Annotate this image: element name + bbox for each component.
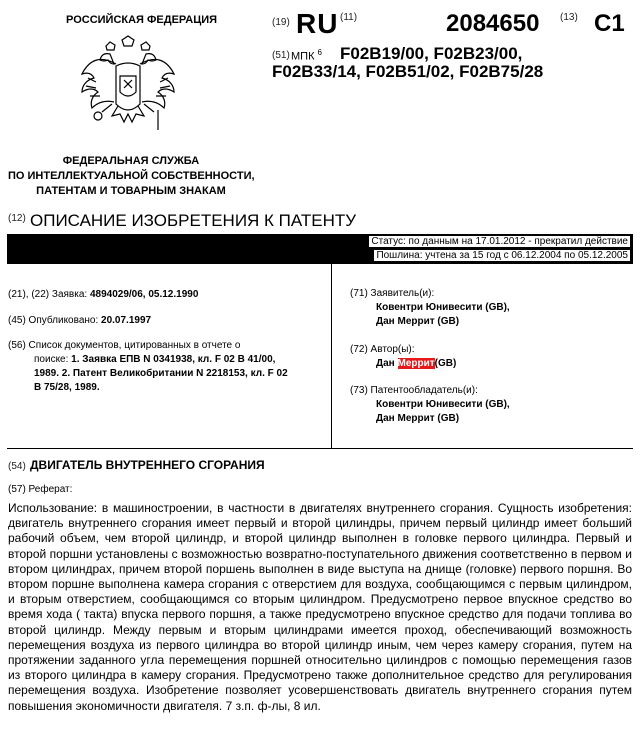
author-first-name: Дан	[376, 358, 395, 369]
inid-code-13: (13)	[560, 12, 578, 23]
agency-line-3: ПАТЕНТАМ И ТОВАРНЫМ ЗНАКАМ	[36, 185, 226, 197]
authors-label: (72) Автор(ы):	[350, 344, 415, 355]
ipc-line-2: F02B33/14, F02B51/02, F02B75/28	[272, 62, 544, 81]
applicants-label: (71) Заявитель(и):	[350, 288, 435, 299]
mpk-label	[291, 48, 322, 63]
country-name: РОССИЙСКАЯ ФЕДЕРАЦИЯ	[66, 14, 218, 26]
mpk-edition: 6	[317, 48, 322, 57]
column-divider	[331, 264, 332, 448]
patent-number: 2084650	[446, 10, 540, 37]
russian-eagle-emblem-icon	[72, 34, 184, 146]
author-1	[350, 357, 456, 371]
patent-holder-2: Дан Меррит (GB)	[376, 413, 460, 424]
abstract-label: (57) Реферат:	[8, 484, 73, 495]
cited-doc-2-cont: B 75/28, 1989.	[34, 382, 100, 393]
cited-line-2	[8, 353, 326, 367]
mpk-text: МПК	[291, 50, 315, 63]
agency-line-2: ПО ИНТЕЛЛЕКТУАЛЬНОЙ СОБСТВЕННОСТИ,	[8, 170, 255, 182]
ipc-line-1: F02B19/00, F02B23/00,	[340, 44, 523, 63]
cited-doc-1: 1. Заявка ЕПВ N 0341938, кл. F 02 B 41/00,	[71, 354, 276, 365]
applicant-1: Ковентри Юнивесити (GB),	[376, 302, 510, 313]
invention-title: ДВИГАТЕЛЬ ВНУТРЕННЕГО СГОРАНИЯ	[30, 458, 265, 472]
agency-name	[8, 154, 254, 199]
applicant-2: Дан Меррит (GB)	[376, 316, 460, 327]
applicants-field	[350, 287, 510, 329]
inid-code-12: (12)	[8, 213, 26, 224]
cited-prefix: поиске:	[34, 354, 69, 365]
cited-line-4	[8, 381, 326, 395]
section-divider	[7, 448, 633, 449]
document-title: ОПИСАНИЕ ИЗОБРЕТЕНИЯ К ПАТЕНТУ	[30, 211, 357, 230]
published-label: (45) Опубликовано:	[8, 315, 99, 326]
cited-label: (56) Список документов, цитированных в отчете о	[8, 340, 241, 351]
fee-text: Пошлина: учтена за 15 год с 06.12.2004 по 05.12.2005	[376, 250, 628, 261]
cited-line-3	[8, 367, 326, 381]
cited-doc-2: 1989. 2. Патент Великобритании N 2218153, кл. F 02	[34, 368, 288, 379]
patent-holders-label: (73) Патентообладатель(и):	[350, 385, 478, 396]
application-value: 4894029/06, 05.12.1990	[89, 289, 199, 300]
status-text: Статус: по данным на 17.01.2012 - прекратил действие	[371, 236, 628, 247]
application-label: (21), (22) Заявка:	[8, 289, 88, 300]
agency-line-1: ФЕДЕРАЛЬНАЯ СЛУЖБА	[62, 155, 200, 167]
country-code: RU	[296, 8, 339, 39]
inid-code-51: (51)	[272, 50, 290, 61]
search-highlight: Меррит	[397, 358, 435, 369]
inid-code-54: (54)	[8, 461, 26, 472]
author-country: (GB)	[434, 358, 457, 369]
inid-code-11: (11)	[340, 12, 358, 23]
patent-holders-field	[350, 384, 510, 426]
published-value: 20.07.1997	[101, 315, 152, 326]
published-field	[8, 314, 151, 328]
application-field	[8, 288, 198, 302]
authors-field	[350, 343, 456, 371]
abstract-text: Использование: в машиностроении, в частности в двигателях внутреннего сгорания. Сущность изобретения: двигатель внутреннего сгорания имеет первый и второй цилиндры, причем первый цилиндр имеет больший рабочий объем, чем второй цилиндр, и второй цилиндр выполнен в головке первого цилиндра. Первый и второй поршни установлены с возможностью возвратно-поступательного движения соответственно в первом и втором цилиндрах, причем второй поршень выполнен в виде выступа на днище (головке) первого поршня. Во втором поршне выполнена камера сгорания с отверстием для воздуха, сообщающимся с первым цилиндром, и вторым отверстием, сообщающимся со вторым цилиндром. Предусмотрено первое впускное средство во время хода ( такта) впуска первого поршня, а также предусмотрено впускное средство для подачи топлива во второй цилиндр. Между первым и вторым цилиндрами имеется проход, обеспечивающий возможность перемещения воздуха из первого цилиндра во второй цилиндр иным, чем через камеру сгорания, путем на протяжении заданного угла перемещения поршней относительно цилиндров с помощью перемещения газов из второго цилиндра в камеру сгорания. Предусмотрено также дополнительное средство для регулирования перемещения воздуха. Изобретение позволяет усовершенствовать двигатель внутреннего сгорания путем повышения экономичности двигателя. 7 з.п. ф-лы, 8 ил.	[8, 501, 632, 713]
cited-documents-field	[8, 339, 326, 395]
patent-holder-1: Ковентри Юнивесити (GB),	[376, 399, 510, 410]
inid-code-19: (19)	[272, 17, 290, 28]
kind-code: C1	[594, 10, 625, 37]
